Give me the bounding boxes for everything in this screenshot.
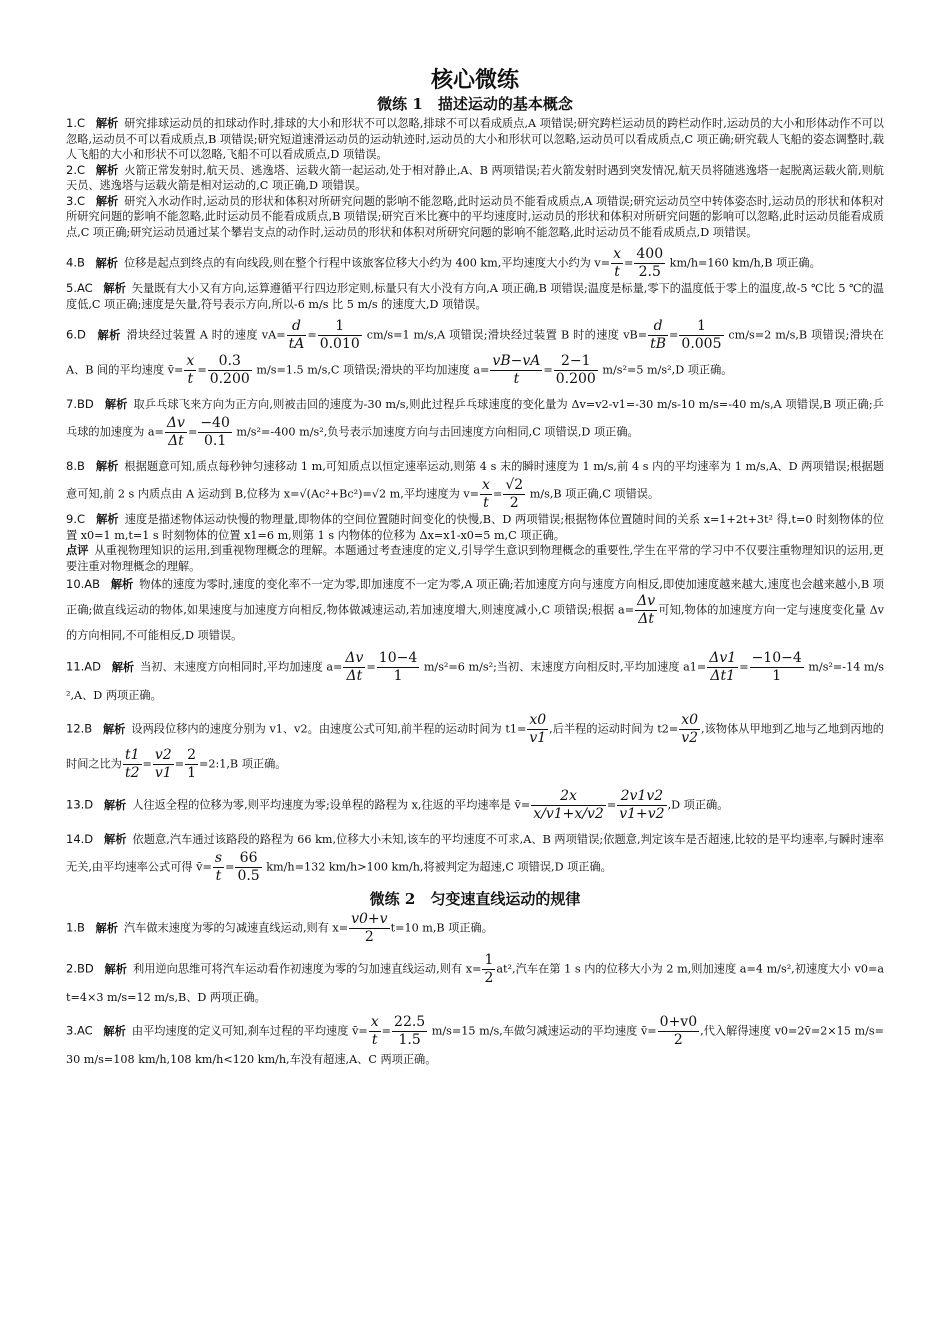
answer-14: 14.D 解析 依题意,汽车通过该路段的路程为 66 km,位移大小未知,该车的平均速度不可求,A、B 两项错误;依题意,判定该车是否超速,比较的是平均速率,与瞬时速率无关,由平均速率公式可得 v̄= $\frac{s}{t}$ = $\frac{66}{0.5}$ km/h=132 km/h>100 km/h,将被判定为超速,C 项错误,D 项正确。	[66, 832, 884, 884]
answer-number: 7.BD	[66, 397, 94, 411]
answer-10: 10.AB 解析 物体的速度为零时,速度的变化率不一定为零,即加速度不一定为零,A 项正确;若加速度方向与速度方向相反,即使加速度越来越大,速度也会越来越小,B 项正确;做直线运动的物体,如果速度与加速度方向相反,物体做减速运动,若加速度增大,则速度减小,C 项错误;根据 a= $\frac{\Delta v}{\Delta t}$ 可知,物体的加速度方向一定与速度变化量 Δv 的方向相同,不可能相反,D 项错误。	[66, 577, 885, 642]
fraction: $\frac{22.5}{1.5}$	[394, 1014, 426, 1048]
analysis-label: 解析	[104, 961, 127, 976]
answer-number: 1.C	[66, 116, 86, 130]
analysis-label: 解析	[95, 459, 119, 473]
answer-2-1: 1.B 解析 汽车做末速度为零的匀减速直线运动,则有 x= $\frac{v0+v}{2}$ t=10 m,B 项正确。	[66, 911, 493, 945]
answer-number: 12.B	[66, 721, 93, 736]
answer-page	[66, 62, 884, 1070]
answer-number: 8.B	[66, 459, 85, 473]
fraction: $\frac{vB-vA}{t}$	[492, 353, 541, 387]
section-title-1: 微练 1 描述运动的基本概念	[377, 95, 573, 113]
fraction: $\frac{2x}{x/v1+x/v2}$	[533, 788, 604, 822]
fraction: $\frac{t1}{t2}$	[124, 747, 140, 781]
fraction: $\frac{1}{0.010}$	[319, 318, 360, 352]
fraction: $\frac{x}{t}$	[613, 246, 621, 280]
fraction: $\frac{\Delta v}{\Delta t}$	[637, 593, 656, 627]
fraction: $\frac{-40}{0.1}$	[200, 415, 230, 449]
answer-2	[66, 163, 884, 194]
fraction: $\frac{x0}{v2}$	[681, 712, 699, 746]
answer-number: 9.C	[66, 512, 86, 526]
analysis-label: 解析	[102, 721, 126, 736]
fraction: $\frac{v2}{v1}$	[154, 747, 172, 781]
analysis-label: 解析	[95, 255, 118, 270]
fraction: $\frac{0.3}{0.200}$	[209, 353, 250, 387]
answer-number: 2.C	[66, 162, 86, 177]
answer-text: 位移是起点到终点的有向线段,则在整个行程中该旅客位移大小约为 400 km,平均速度大小约为 v=	[123, 256, 611, 270]
fraction: $\frac{2-1}{0.200}$	[555, 353, 596, 387]
section-title-2: 微练 2 匀变速直线运动的规律	[369, 890, 581, 908]
answer-text: 研究入水动作时,运动员的形状和体积对所研究问题的影响不能忽略,此时运动员不能看成质点,A 项错误;研究运动员空中转体姿态时,运动员的形状和体积对所研究问题的影响不能忽略,此时运动员不能看成质点,B 项错误;研究百米比赛中的平均速度时,运动员的形状和体积对所研究问题的影响可以忽略,此时运动员能看成质点,C 项正确;研究运动员通过某个攀岩支点的动作时,运动员的形状和体积对所研究问题的影响不能忽略,此时运动员不能看成质点,D 项错误。	[66, 194, 884, 239]
answer-text: 研究排球运动员的扣球动作时,排球的大小和形状不可以忽略,排球不可以看成质点,A 项错误;研究跨栏运动员的跨栏动作时,运动员的大小和形体动作不可以忽略,运动员不可以看成质点,B 项错误;研究短道速滑运动员的运动轨迹时,运动员的大小和形状可以忽略,运动员可以看成质点,C 项正确;研究载人飞船的姿态调整时,载人飞船的大小和形状不可以忽略,飞船不可以看成质点,D 项错误。	[66, 117, 884, 161]
answer-number: 1.B	[66, 920, 85, 935]
fraction: $\frac{d}{tA}$	[288, 318, 305, 352]
fraction: $\frac{x}{t}$	[482, 477, 490, 511]
answer-3	[66, 194, 884, 241]
fraction: $\frac{s}{t}$	[214, 850, 223, 884]
analysis-label: 解析	[111, 659, 135, 674]
answer-number: 3.C	[66, 193, 86, 208]
answer-number: 5.AC	[66, 281, 93, 295]
fraction: $\frac{1}{2}$	[484, 952, 494, 986]
answer-1	[66, 116, 884, 163]
analysis-label: 解析	[95, 162, 119, 177]
analysis-label: 解析	[104, 397, 128, 411]
answer-number: 3.AC	[66, 1023, 93, 1038]
fraction: $\frac{-10-4}{1}$	[751, 650, 802, 684]
fraction: $\frac{1}{0.005}$	[681, 318, 722, 352]
fraction: $\frac{x0}{v1}$	[529, 712, 547, 746]
fraction: $\frac{\Delta v1}{\Delta t1}$	[709, 650, 737, 684]
answer-number: 14.D	[66, 832, 94, 846]
answer-6: 6.D 解析 滑块经过装置 A 时的速度 vA= $\frac{d}{tA}$ = $\frac{1}{0.010}$ cm/s=1 m/s,A 项错误;滑块经过装置 B 时的速度 vB= $\frac{d}{tB}$ = $\frac{1}{0.005}$ cm/s=2 m/s,B 项错误;滑块在 A、B 间的平均速度 v̄= $\frac{x}{t}$ = $\frac{0.3}{0.200}$ m/s=1.5 m/s,C 项错误;滑块的平均加速度 a= $\frac{vB-vA}{t}$ = $\frac{2-1}{0.200}$ m/s²=5 m/s²,D 项正确。	[66, 318, 884, 387]
fraction: $\frac{√2}{2}$	[505, 477, 524, 511]
analysis-label: 解析	[96, 512, 119, 526]
analysis-label: 解析	[95, 193, 119, 208]
fraction: $\frac{x}{t}$	[186, 353, 195, 387]
answer-number: 11.AD	[66, 659, 102, 674]
fraction: $\frac{\Delta v}{\Delta t}$	[166, 415, 185, 449]
answer-5	[66, 281, 884, 312]
fraction: $\frac{400}{2.5}$	[636, 246, 664, 280]
analysis-label: 解析	[103, 1023, 126, 1038]
fraction: $\frac{2}{1}$	[187, 747, 196, 781]
answer-4: 4.B 解析 位移是起点到终点的有向线段,则在整个行程中该旅客位移大小约为 400 km,平均速度大小约为 v= $\frac{x}{t}$ = $\frac{400}{2.5}$ km/h=160 km/h,B 项正确。	[66, 246, 821, 280]
analysis-label: 解析	[104, 832, 127, 846]
analysis-label: 解析	[95, 920, 118, 935]
fraction: $\frac{\Delta v}{\Delta t}$	[345, 650, 364, 684]
analysis-label: 解析	[110, 577, 134, 591]
answer-11: 11.AD 解析 当初、末速度方向相同时,平均加速度 a= $\frac{\Delta v}{\Delta t}$ = $\frac{10-4}{1}$ m/s²=6 m/s²;当初、末速度方向相反时,平均加速度 a1= $\frac{\Delta v1}{\Delta t1}$ = $\frac{-10-4}{1}$ m/s²=-14 m/s²,A、D 两项正确。	[66, 650, 884, 702]
fraction: $\frac{2v1v2}{v1+v2}$	[619, 788, 665, 822]
answer-number: 13.D	[66, 797, 94, 812]
fraction: $\frac{0+v0}{2}$	[659, 1014, 698, 1048]
analysis-label: 解析	[97, 327, 121, 342]
answer-text: 速度是描述物体运动快慢的物理量,即物体的空间位置随时间变化的快慢,B、D 两项错误;根据物体位置随时间的关系 x=1+2t+3t² 得,t=0 时刻物体的位置 x0=1 m,t=1 s 时刻物体的位置 x1=6 m,则第 1 s 内物体的位移为 Δx=x1-x0=5 m,C 项正确。	[66, 513, 884, 542]
answer-number: 10.AB	[66, 577, 101, 591]
answer-2-3: 3.AC 解析 由平均速度的定义可知,刹车过程的平均速度 v̄= $\frac{x}{t}$ = $\frac{22.5}{1.5}$ m/s=15 m/s,车做匀减速运动的平均速度 v̄= $\frac{0+v0}{2}$ ,代入解得速度 v0=2v̄=2×15 m/s=30 m/s=108 km/h,108 km/h<120 km/h,车没有超速,A、C 两项正确。	[66, 1014, 884, 1066]
answer-2-2: 2.BD 解析 利用逆向思维可将汽车运动看作初速度为零的匀加速直线运动,则有 x= $\frac{1}{2}$ at²,汽车在第 1 s 内的位移大小为 2 m,则加速度 a=4 m/s²,初速度大小 v0=at=4×3 m/s=12 m/s,B、D 两项正确。	[66, 952, 884, 1004]
answer-7: 7.BD 解析 取乒乓球飞来方向为正方向,则被击回的速度为-30 m/s,则此过程乒乓球速度的变化量为 Δv=v2-v1=-30 m/s-10 m/s=-40 m/s,A 项错误,B 项正确;乒乓球的加速度为 a= $\frac{\Delta v}{\Delta t}$ = $\frac{-40}{0.1}$ m/s²=-400 m/s²,负号表示加速度方向与击回速度方向相同,C 项错误,D 项正确。	[66, 397, 884, 449]
answer-8: 8.B 解析 根据题意可知,质点每秒钟匀速移动 1 m,可知质点以恒定速率运动,则第 4 s 末的瞬时速度为 1 m/s,前 4 s 内的平均速率为 1 m/s,A、D 两项错误;根据题意可知,前 2 s 内质点由 A 运动到 B,位移为 x=√(Ac²+Bc²)=√2 m,平均速度为 v= $\frac{x}{t}$ = $\frac{√2}{2}$ m/s,B 项正确,C 项错误。	[66, 459, 884, 511]
comment-label: 点评	[66, 543, 89, 557]
answer-text: 矢量既有大小又有方向,运算遵循平行四边形定则,标量只有大小没有方向,A 项正确,B 项错误;温度是标量,零下的温度低于零上的温度,故-5 ℃比 5 ℃的温度低,C 项正确;速度是矢量,符号表示方向,所以-6 m/s 比 5 m/s 的速度大,D 项错误。	[66, 282, 884, 311]
analysis-label: 解析	[95, 116, 119, 130]
fraction: $\frac{v0+v}{2}$	[351, 911, 388, 945]
answer-13: 13.D 解析 人往返全程的位移为零,则平均速度为零;设单程的路程为 x,往返的平均速率是 v̄= $\frac{2x}{x/v1+x/v2}$ = $\frac{2v1v2}{v1+v2}$ ,D 项正确。	[66, 788, 729, 822]
answer-number: 6.D	[66, 327, 86, 342]
analysis-label: 解析	[103, 281, 126, 295]
answer-12: 12.B 解析 设两段位移内的速度分别为 v1、v2。由速度公式可知,前半程的运动时间为 t1= $\frac{x0}{v1}$ ,后半程的运动时间为 t2= $\frac{x0}{v2}$ ,该物体从甲地到乙地与乙地到丙地的时间之比为 $\frac{t1}{t2}$ = $\frac{v2}{v1}$ = $\frac{2}{1}$ =2:1,B 项正确。	[66, 712, 884, 781]
comment-9	[66, 543, 884, 574]
fraction: $\frac{x}{t}$	[370, 1014, 379, 1048]
comment-text: 从重视物理知识的运用,到重视物理概念的理解。本题通过考查速度的定义,引导学生意识到物理概念的重要性,学生在平常的学习中不仅要注重物理知识的运用,更要注重对物理概念的理解。	[66, 544, 884, 573]
analysis-label: 解析	[103, 797, 127, 812]
page-title: 核心微练	[430, 67, 519, 93]
answer-text: 火箭正常发射时,航天员、逃逸塔、运载火箭一起运动,处于相对静止,A、B 两项错误;若火箭发射时遇到突发情况,航天员将随逃逸塔一起脱离运载火箭,则航天员、逃逸塔与运载火箭是相对运动的,C 项正确,D 项错误。	[66, 163, 884, 192]
fraction: $\frac{d}{tB}$	[650, 318, 667, 352]
answer-number: 4.B	[66, 255, 85, 270]
answer-9	[66, 512, 884, 543]
fraction: $\frac{66}{0.5}$	[237, 850, 260, 884]
answer-number: 2.BD	[66, 961, 94, 976]
fraction: $\frac{10-4}{1}$	[378, 650, 418, 684]
